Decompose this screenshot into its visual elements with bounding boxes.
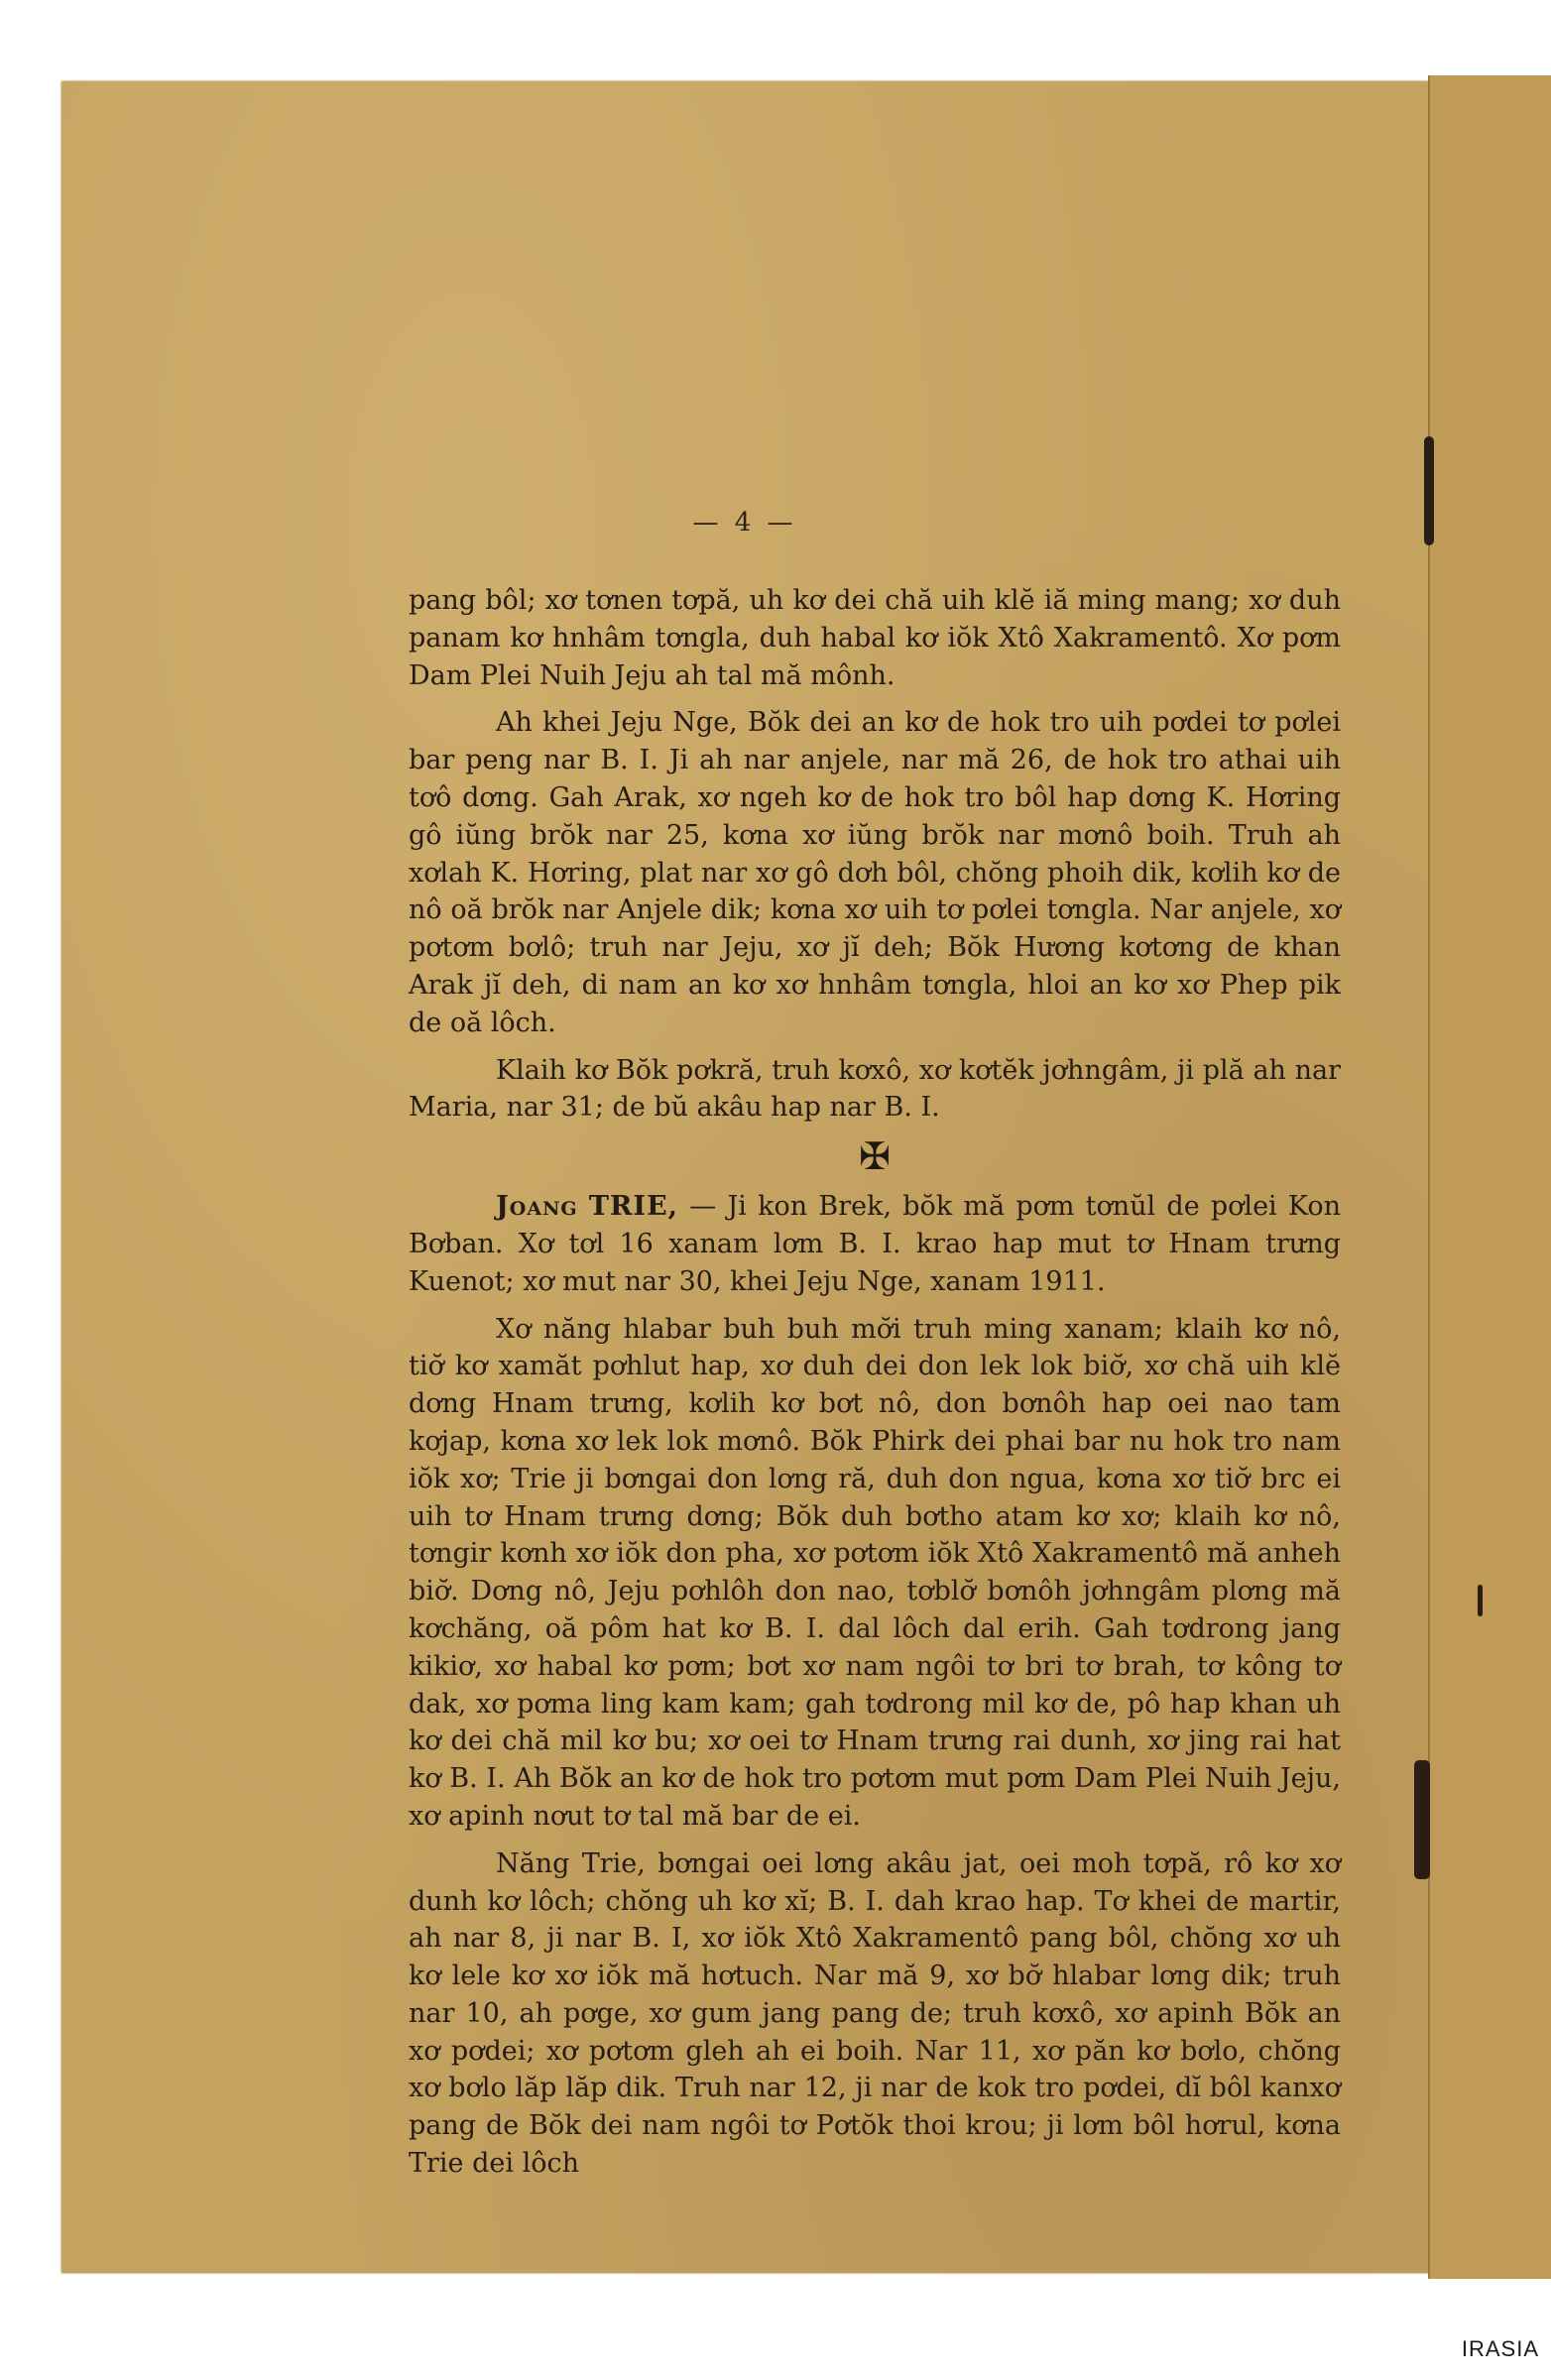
paragraph-3: Klaih kơ Bŏk pơkră, truh kơxô, xơ kơtĕk jơhngâm, ji plă ah nar Maria, nar 31; de bŭ akâu hap nar B. I. bbox=[409, 1054, 1341, 1124]
cross-icon: ✠ bbox=[859, 1134, 891, 1179]
adjacent-page bbox=[1428, 75, 1551, 2279]
section-2-intro bbox=[409, 1188, 1341, 1300]
paragraph-5: Xơ năng hlabar buh buh mơ̆i truh ming xanam; klaih kơ nô, tiơ̆ kơ xamăt pơhlut hap, xơ duh dei don lek lok biơ̆, xơ chă uih klĕ dơng Hnam trưng, kơlih kơ bơt nô, don bơnôh hap oei nao tam kơjap, kơna xơ lek lok mơnô. Bŏk Phirk dei phai bar nu hok tro nam iŏk xơ; Trie ji bơngai don lơng ră, duh don ngua, kơna xơ tiơ̆ brc ei uih tơ Hnam trưng dơng; Bŏk duh bơtho atam kơ xơ; klaih kơ nô, tơngir kơnh xơ iŏk don pha, xơ pơtơm iŏk Xtô Xakramentô mă anheh biơ̆. Dơng nô, Jeju pơhlôh don nao, tơblơ̆ bơnôh jơhngâm plơng mă kơchăng, oă pôm hat kơ B. I. dal lôch dal erih. Gah tơdrong jang kikiơ, xơ habal kơ pơm; bơt xơ nam ngôi tơ bri tơ brah, tơ kông tơ dak, xơ pơma ling kam kam; gah tơdrong mil kơ de, pô hap khan uh kơ dei chă mil kơ bu; xơ oei tơ Hnam trưng rai dunh, xơ jing rai hat kơ B. I. Ah Bŏk an kơ de hok tro pơtơm mut pơm Dam Plei Nuih Jeju, xơ apinh nơut tơ tal mă bar de ei. bbox=[409, 1313, 1341, 1832]
paragraph-6: Năng Trie, bơngai oei lơng akâu jat, oei moh tơpă, rô kơ xơ dunh kơ lôch; chŏng uh kơ xĭ; B. I. dah krao hap. Tơ khei de martir, ah nar 8, ji nar B. I, xơ iŏk Xtô Xakramentô pang bôl, chŏng xơ uh kơ lele kơ xơ iŏk mă hơtuch. Nar mă 9, xơ bơ̆ hlabar lơng dik; truh nar 10, ah pơge, xơ gum jang pang de; truh kơxô, xơ apinh Bŏk an xơ pơdei; xơ pơtơm gleh ah ei boih. Nar 11, xơ păn kơ bơlo, chŏng xơ bơlo lăp lăp dik. Truh nar 12, ji nar de kok tro pơdei, dĭ bôl kanxơ pang de Bŏk dei nam ngôi tơ Pơtŏk thoi krou; ji lơm bôl hơrul, kơna Trie dei lôch bbox=[409, 1847, 1341, 2180]
document-page bbox=[61, 81, 1428, 2273]
person-name-prefix: Joang bbox=[496, 1191, 578, 1223]
section-2-intro-text: — Ji kon Brek, bŏk mă pơm tơnŭl de pơlei Kon Bơban. Xơ tơl 16 xanam lơm B. I. krao hap mut tơ Hnam trưng Kuenot; xơ mut nar 30, khei Jeju Nge, xanam 1911. bbox=[409, 1191, 1341, 1297]
person-name: TRIE, bbox=[588, 1191, 679, 1223]
binding-mark-small bbox=[1478, 1585, 1483, 1616]
binding-mark-top bbox=[1424, 436, 1434, 545]
body-text bbox=[409, 582, 1341, 2193]
paragraph-2: Ah khei Jeju Nge, Bŏk dei an kơ de hok tro uih pơdei tơ pơlei bar peng nar B. I. Ji ah nar anjele, nar mă 26, de hok tro athai uih tơô dơng. Gah Arak, xơ ngeh kơ de hok tro bôl hap dơng K. Hơring gô iŭng brŏk nar 25, kơna xơ iŭng brŏk nar mơnô boih. Truh ah xơlah K. Hơring, plat nar xơ gô dơh bôl, chŏng phoih dik, kơlih kơ de nô oă brŏk nar Anjele dik; kơna xơ uih tơ pơlei tơngla. Nar anjele, xơ pơtơm bơlô; truh nar Jeju, xơ jĭ deh; Bŏk Hương kơtơng de khan Arak jĭ deh, di nam an kơ xơ hnhâm tơngla, hloi an kơ xơ Phep pik de oă lôch. bbox=[409, 707, 1341, 1038]
paragraph-1: pang bôl; xơ tơnen tơpă, uh kơ dei chă uih klĕ iă ming mang; xơ duh panam kơ hnhâm tơngla, duh habal kơ iŏk Xtô Xakramentô. Xơ pơm Dam Plei Nuih Jeju ah tal mă mônh. bbox=[409, 585, 1341, 691]
page-number: — 4 — bbox=[692, 508, 797, 537]
binding-mark-bottom bbox=[1414, 1760, 1430, 1879]
watermark-label: IRASIA bbox=[1461, 2336, 1539, 2361]
